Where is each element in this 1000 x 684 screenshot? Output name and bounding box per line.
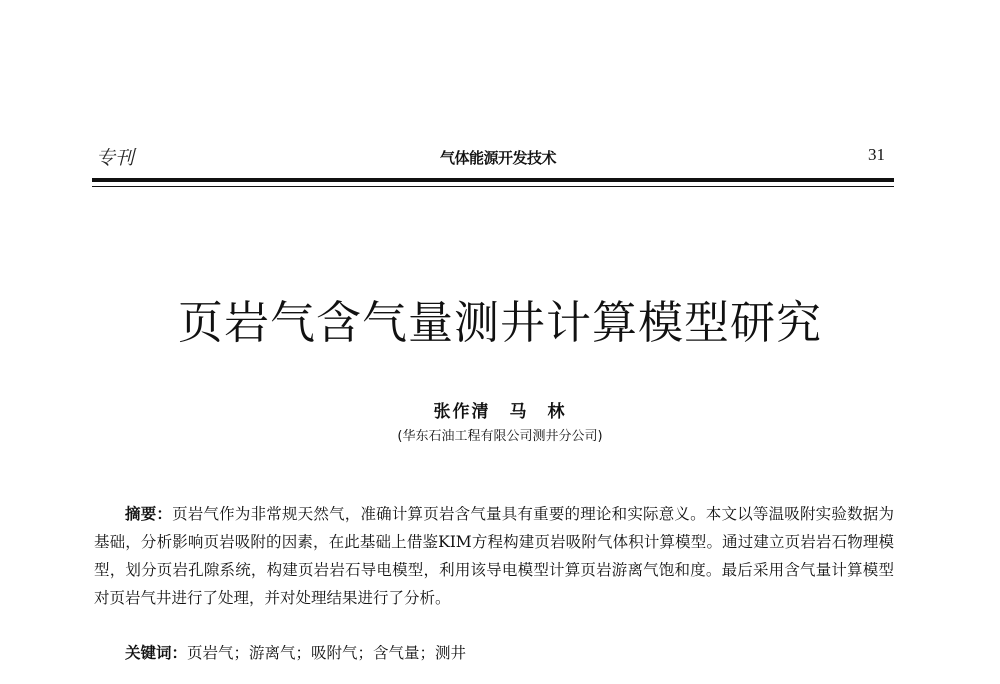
page-number: 31 <box>868 145 885 164</box>
abstract <box>94 500 894 612</box>
author-list: 张作清 马 林 <box>433 402 567 422</box>
paper-title: 页岩气含气量测井计算模型研究 <box>177 296 822 349</box>
header-rule-thin <box>92 186 894 187</box>
keywords-label: 关键词： <box>125 643 188 662</box>
abstract-text: 页岩气作为非常规天然气，准确计算页岩含气量具有重要的理论和实际意义。本文以等温吸附实验数据为基础，分析影响页岩吸附的因素，在此基础上借鉴KIM方程构建页岩吸附气体积计算模型。通过建立页岩岩石物理模型，划分页岩孔隙系统，构建页岩岩石导电模型，利用该导电模型计算页岩游离气饱和度。最后采用含气量计算模型对页岩气井进行了处理，并对处理结果进行了分析。 <box>94 505 894 607</box>
keywords <box>125 641 466 663</box>
running-header-left: 专刊 <box>96 147 135 169</box>
keywords-text: 页岩气；游离气；吸附气；含气量；测井 <box>187 644 467 662</box>
author-affiliation: (华东石油工程有限公司测井分公司) <box>397 429 603 444</box>
header-rule-thick <box>92 178 894 182</box>
abstract-label: 摘要： <box>125 504 173 523</box>
running-header-journal: 气体能源开发技术 <box>440 149 557 167</box>
